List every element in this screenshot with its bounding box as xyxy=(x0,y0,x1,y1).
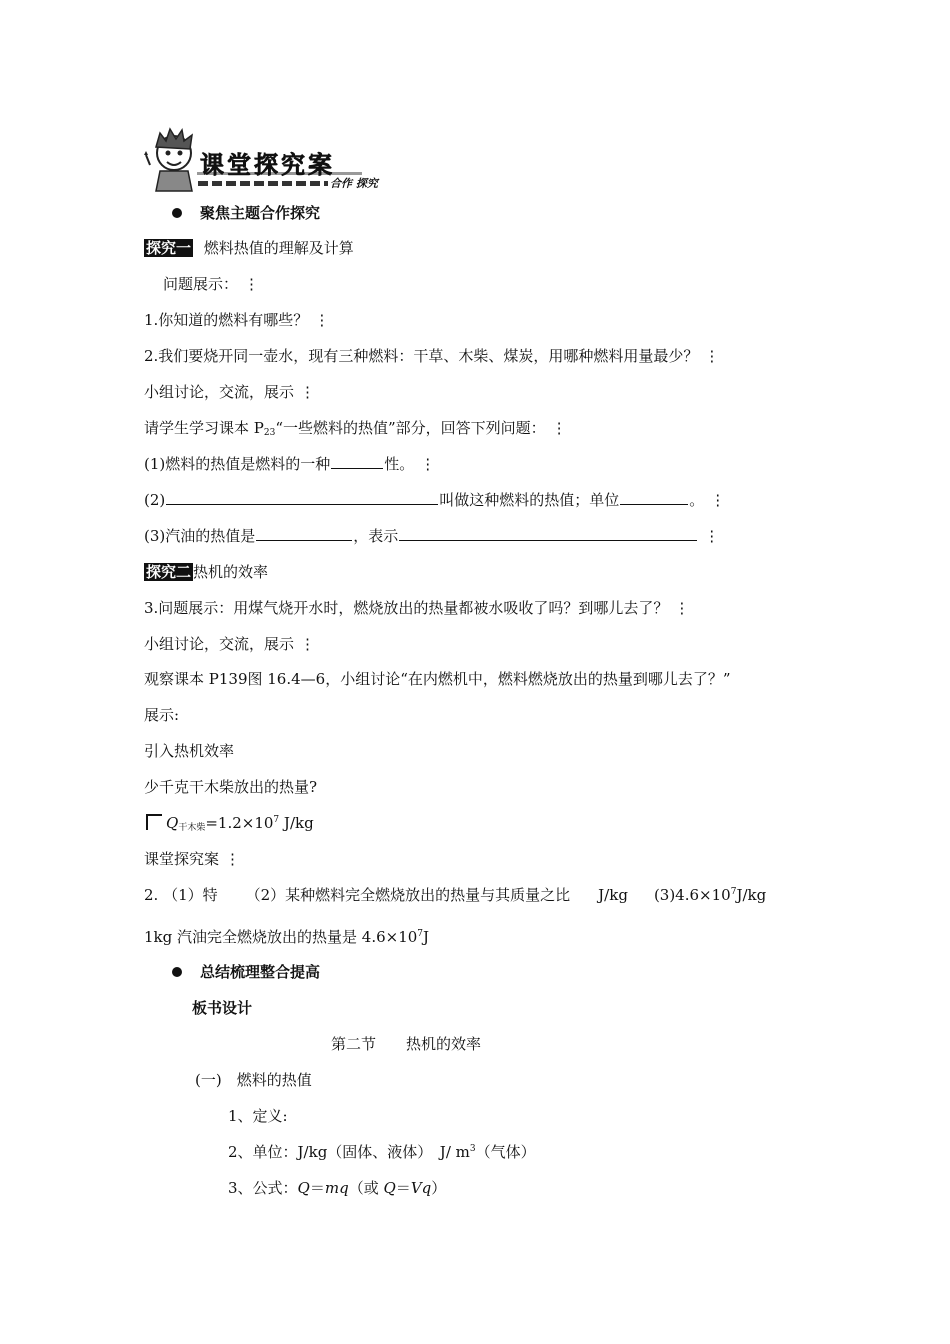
text-line: (1)燃料的热值是燃料的一种 性。 ⋮ xyxy=(144,455,437,473)
fill-blank[interactable] xyxy=(331,454,383,469)
fill-blank[interactable] xyxy=(399,526,697,541)
fill-blank[interactable] xyxy=(166,490,438,505)
text-line: (3)汽油的热值是 ，表示 ⋮ xyxy=(144,527,721,545)
text-line: 小组讨论，交流，展示 ⋮ xyxy=(144,635,317,653)
answer-line: 1kg 汽油完全燃烧放出的热量是 $4.6\times 10^7J$ xyxy=(144,928,430,946)
inquiry-2-tag: 探究二 xyxy=(146,563,192,581)
board-item: 3、公式：Q＝mq（或 Q＝Vq） xyxy=(228,1179,447,1197)
board-subheading: (一) 燃料的热值 xyxy=(195,1071,312,1089)
text-line: 1.你知道的燃料有哪些？ ⋮ xyxy=(144,311,331,329)
section-heading-2: 总结梳理整合提高 xyxy=(172,962,320,982)
text-line: (2) 叫做这种燃料的热值；单位 。 ⋮ xyxy=(144,491,727,509)
text-line: 课堂探究案 ⋮ xyxy=(144,850,242,868)
section-heading-1: 聚焦主题合作探究 xyxy=(172,203,320,223)
board-heading: 第二节 热机的效率 xyxy=(331,1035,482,1053)
text-line: 请学生学习课本 $P_{23}“$一些燃料的热值”部分，回答下列问题： ⋮ xyxy=(144,419,568,438)
bullet-icon xyxy=(172,208,182,218)
text-line: 观察课本 P139图 16.4—6，小组讨论“在内燃机中，燃料燃烧放出的热量到哪儿去了？” xyxy=(144,670,731,688)
formula-line: $Q_{干木柴}=1.2\times 10^7$ J/kg xyxy=(146,813,314,833)
inquiry-1-title: 燃料热值的理解及计算 xyxy=(203,239,354,257)
text-line: 2.我们要烧开同一壶水，现有三种燃料：干草、木柴、煤炭，用哪种燃料用量最少？ ⋮ xyxy=(144,347,721,365)
answer-line: 2. （1）特 （2）某种燃料完全燃烧放出的热量与其质量之比 J/kg $(3)4.6\times 10^7J/kg$ xyxy=(144,886,767,904)
text-line: 问题展示： ⋮ xyxy=(163,275,261,293)
inquiry-2-title: 热机的效率 xyxy=(193,563,269,581)
text-line: 少千克干木柴放出的热量? xyxy=(144,778,318,796)
bracket-mark xyxy=(146,814,162,830)
header-title: 课堂探究案 xyxy=(200,151,335,179)
header-banner xyxy=(142,125,387,195)
inquiry-1-heading xyxy=(144,238,354,258)
cartoon-boy-icon xyxy=(142,125,204,193)
fill-blank[interactable] xyxy=(256,526,352,541)
header-subtitle: 合作 探究 xyxy=(330,177,378,190)
bullet-icon xyxy=(172,967,182,977)
inquiry-2-heading xyxy=(144,562,268,582)
inquiry-1-tag: 探究一 xyxy=(146,239,192,257)
board-item: 1、定义: xyxy=(228,1107,288,1125)
text-line: 引入热机效率 xyxy=(144,742,235,760)
board-item: 2、单位：J/kg（固体、液体） J/ $m^3$（气体） xyxy=(228,1143,536,1161)
board-design-title: 板书设计 xyxy=(192,999,253,1017)
text-line: 展示: xyxy=(144,706,180,724)
fill-blank[interactable] xyxy=(620,490,688,505)
text-line: 3.问题展示：用煤气烧开水时，燃烧放出的热量都被水吸收了吗？到哪儿去了？ ⋮ xyxy=(144,599,691,617)
banner-dash-line xyxy=(198,181,328,186)
text-line: 小组讨论，交流，展示 ⋮ xyxy=(144,383,317,401)
